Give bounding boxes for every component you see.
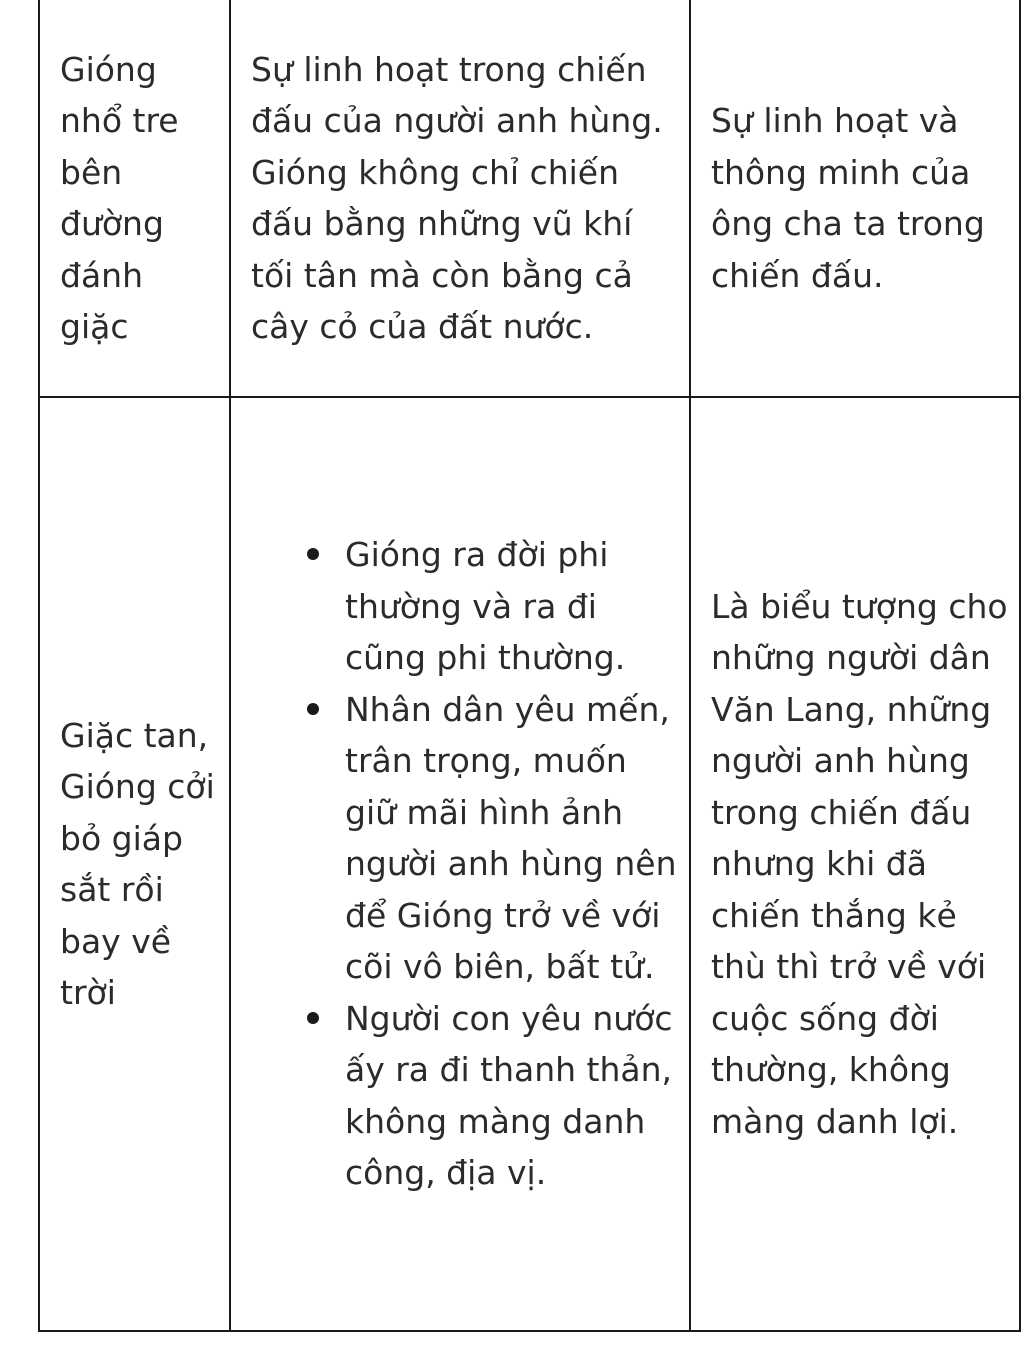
list-item-text: Người con yêu nước ấy ra đi thanh thản, không màng danh công, địa vị. [345,998,673,1193]
bullet-list [231,529,681,1199]
cell-text: Là biểu tượng cho những người dân Văn Lang, những người anh hùng trong chiến đấu nhưng khi đã chiến thắng kẻ thù thì trở về với cuộc sống đời thường, không màng danh lợi. [711,586,1008,1141]
cell-text: Gióng nhổ tre bên đường đánh giặc [60,49,179,346]
list-item [231,529,681,684]
table-cell-event [39,0,230,397]
table-cell-significance [690,397,1020,1331]
table-cell-event [39,397,230,1331]
cell-text: Giặc tan, Gióng cởi bỏ giáp sắt rồi bay về trời [60,715,215,1012]
list-item-text: Gióng ra đời phi thường và ra đi cũng phi thường. [345,535,626,678]
list-item-text: Nhân dân yêu mến, trân trọng, muốn giữ mãi hình ảnh người anh hùng nên để Gióng trở về với cõi vô biên, bất tử. [345,689,677,987]
table-cell-significance [690,0,1020,397]
cell-text: Sự linh hoạt và thông minh của ông cha ta trong chiến đấu. [711,101,985,295]
bullet-icon [307,703,319,715]
list-item [231,993,681,1199]
table-row [39,397,1020,1331]
bullet-icon [307,1012,319,1024]
bullet-icon [307,548,319,560]
list-item [231,684,681,993]
content-table [38,0,1021,1332]
cell-text: Sự linh hoạt trong chiến đấu của người anh hùng. Gióng không chỉ chiến đấu bằng những vũ khí tối tân mà còn bằng cả cây cỏ của đất nước. [251,49,663,346]
table-cell-meaning [230,397,690,1331]
table-cell-meaning [230,0,690,397]
table-row [39,0,1020,397]
